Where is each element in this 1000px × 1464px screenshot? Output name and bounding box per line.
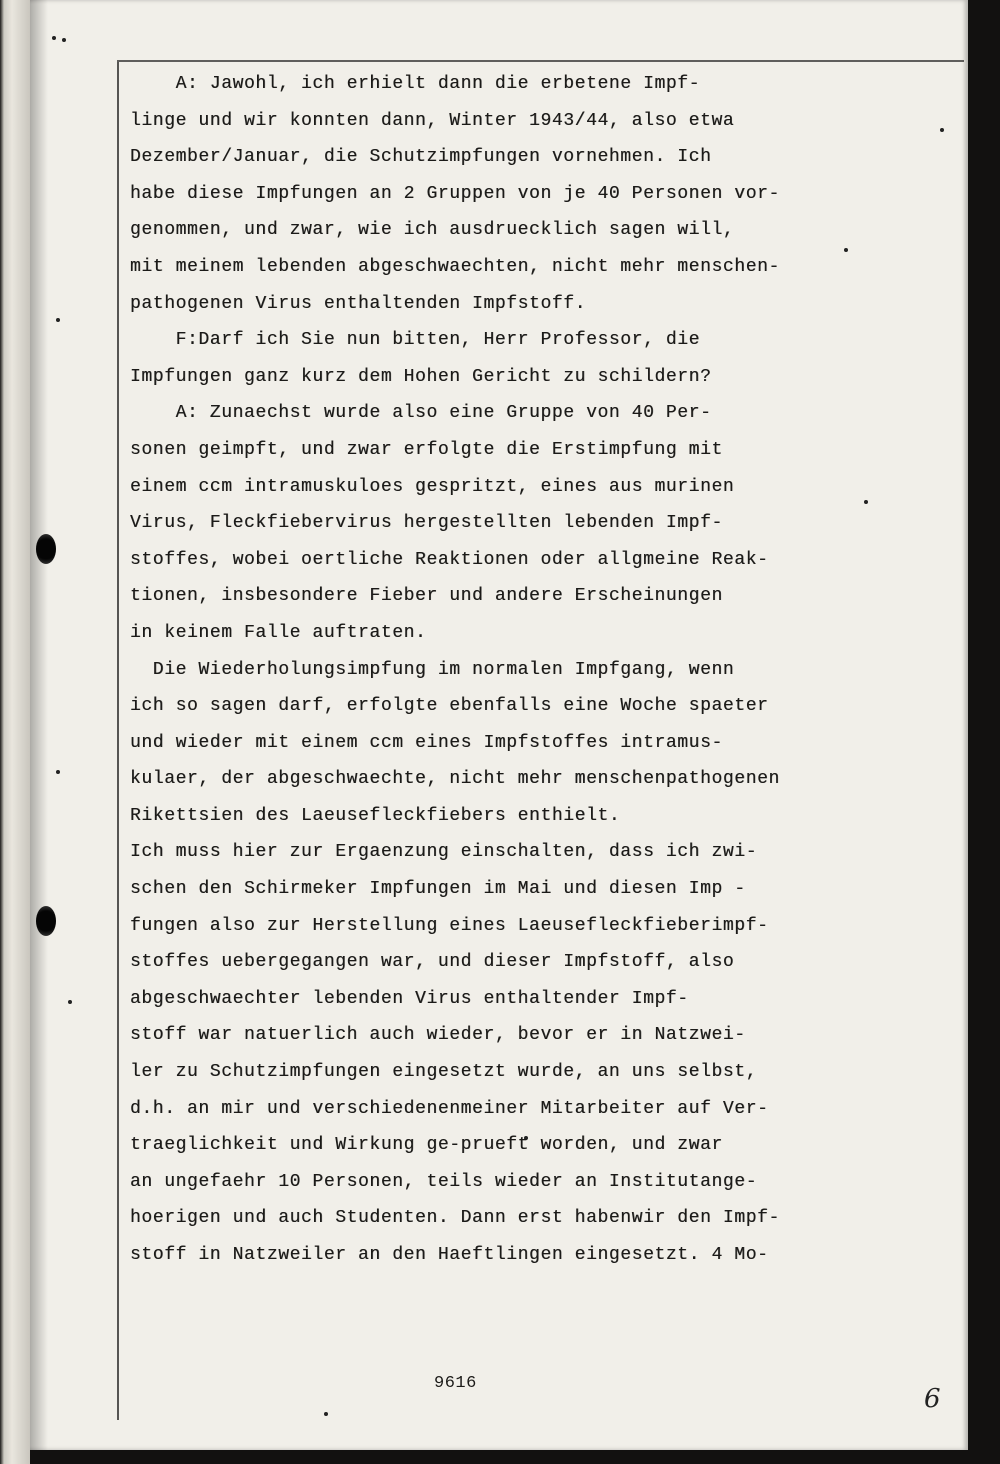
text-line: linge und wir konnten dann, Winter 1943/44, also etwa xyxy=(130,110,735,131)
text-line: einem ccm intramuskuloes gespritzt, eines aus murinen xyxy=(130,476,735,497)
text-line: genommen, und zwar, wie ich ausdruecklich sagen will, xyxy=(130,220,735,241)
text-line: Ich muss hier zur Ergaenzung einschalten, dass ich zwi- xyxy=(130,842,758,863)
text-line: stoff war natuerlich auch wieder, bevor er in Natzwei- xyxy=(130,1025,746,1046)
speck xyxy=(844,248,848,252)
speck xyxy=(324,1412,328,1416)
speck xyxy=(68,1000,72,1004)
text-line: hoerigen und auch Studenten. Dann erst habenwir den Impf- xyxy=(130,1208,780,1229)
text-line: abgeschwaechter lebenden Virus enthaltender Impf- xyxy=(130,988,689,1009)
speck xyxy=(56,318,60,322)
text-line: stoffes uebergegangen war, und dieser Impfstoff, also xyxy=(130,952,735,973)
speck xyxy=(864,500,868,504)
text-line: und wieder mit einem ccm eines Impfstoffes intramus- xyxy=(130,732,723,753)
text-line: in keinem Falle auftraten. xyxy=(130,622,427,643)
text-line: Impfungen ganz kurz dem Hohen Gericht zu schildern? xyxy=(130,366,712,387)
text-line: F:Darf ich Sie nun bitten, Herr Professor, die xyxy=(130,330,701,351)
text-line: fungen also zur Herstellung eines Laeusefleckfieberimpf- xyxy=(130,915,769,936)
text-line: stoff in Natzweiler an den Haeftlingen eingesetzt. 4 Mo- xyxy=(130,1245,769,1265)
text-line: A: Zunaechst wurde also eine Gruppe von 40 Per- xyxy=(130,403,712,424)
text-line: tionen, insbesondere Fieber und andere Erscheinungen xyxy=(130,586,723,607)
speck xyxy=(940,128,944,132)
text-line: habe diese Impfungen an 2 Gruppen von je 40 Personen vor- xyxy=(130,183,780,204)
text-line: mit meinem lebenden abgeschwaechten, nicht mehr menschen- xyxy=(130,256,780,277)
left-margin-line xyxy=(117,62,119,1420)
top-frame-line xyxy=(117,60,964,62)
punch-hole-icon xyxy=(36,534,56,564)
typewritten-text xyxy=(130,66,810,1274)
text-line: stoffes, wobei oertliche Reaktionen oder allgmeine Reak- xyxy=(130,549,769,570)
text-line: Die Wiederholungsimpfung im normalen Impfgang, wenn xyxy=(130,659,735,680)
text-line: traeglichkeit und Wirkung ge-prueft worden, und zwar xyxy=(130,1135,723,1156)
text-line: ler zu Schutzimpfungen eingesetzt wurde, an uns selbst, xyxy=(130,1062,758,1083)
text-line: Virus, Fleckfiebervirus hergestellten lebenden Impf- xyxy=(130,513,723,534)
sheet-number: 6 xyxy=(924,1384,941,1414)
text-line: ich so sagen darf, erfolgte ebenfalls eine Woche spaeter xyxy=(130,696,769,717)
speck xyxy=(56,770,60,774)
text-line: A: Jawohl, ich erhielt dann die erbetene Impf- xyxy=(130,74,701,94)
text-line: sonen geimpft, und zwar erfolgte die Erstimpfung mit xyxy=(130,439,723,460)
speck xyxy=(52,36,56,40)
text-line: pathogenen Virus enthaltenden Impfstoff. xyxy=(130,293,587,314)
binding-shadow xyxy=(30,0,48,1450)
speck xyxy=(62,38,66,42)
text-line: Rikettsien des Laeusefleckfiebers enthielt. xyxy=(130,805,621,826)
text-line: kulaer, der abgeschwaechte, nicht mehr menschenpathogenen xyxy=(130,769,780,790)
text-line: d.h. an mir und verschiedenenmeiner Mitarbeiter auf Ver- xyxy=(130,1098,769,1119)
text-line: an ungefaehr 10 Personen, teils wieder an Institutange- xyxy=(130,1171,758,1192)
previous-page-edge xyxy=(0,0,30,1464)
text-line: schen den Schirmeker Impfungen im Mai und diesen Imp - xyxy=(130,879,746,900)
text-line: Dezember/Januar, die Schutzimpfungen vornehmen. Ich xyxy=(130,147,712,168)
punch-hole-icon xyxy=(36,906,56,936)
page-code: 9616 xyxy=(434,1374,477,1393)
